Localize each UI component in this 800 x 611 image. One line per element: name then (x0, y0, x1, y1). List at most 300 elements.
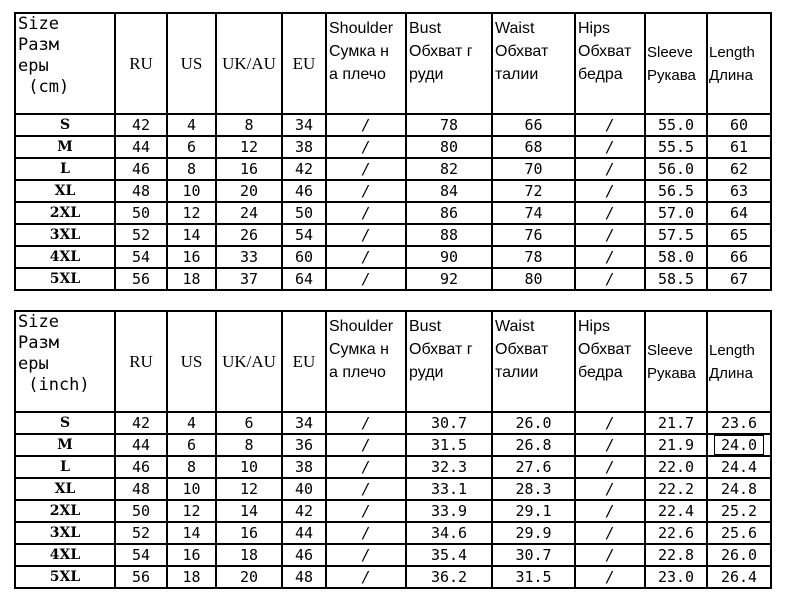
cell-size (15, 246, 115, 268)
cell-hips-value: / (605, 568, 615, 586)
cell-bust-value: 32.3 (430, 458, 468, 476)
cell-eu-value: 36 (294, 436, 314, 454)
cell-ukau-value: 8 (244, 116, 254, 134)
cell-shoulder-value: / (361, 414, 371, 432)
cell-size (15, 522, 115, 544)
cell-hips (575, 224, 645, 246)
cell-us-value: 4 (186, 414, 197, 432)
cell-ukau-value: 12 (239, 480, 259, 498)
cell-length (707, 246, 771, 268)
cell-hips-value: / (605, 204, 615, 222)
cell-bust-value: 30.7 (430, 414, 468, 432)
header-shoulder: Shoulder Сумка н а плечо (326, 311, 406, 412)
cell-shoulder-value: / (361, 116, 371, 134)
cell-size (15, 158, 115, 180)
header-size-inch: Size Разм еры (inch) (15, 311, 115, 412)
cell-waist (492, 246, 575, 268)
cell-ukau-value: 16 (239, 524, 259, 542)
cell-length (707, 158, 771, 180)
cell-ru-value: 54 (131, 248, 151, 266)
cell-size-value: 5XL (49, 569, 81, 585)
table-row (15, 136, 771, 158)
cell-length-value: 26.4 (720, 568, 758, 586)
cell-ukau-value: 24 (239, 204, 259, 222)
header-bust: Bust Обхват г руди (406, 311, 492, 412)
cell-ru (115, 202, 167, 224)
cell-eu-value: 38 (294, 138, 314, 156)
cell-waist-value: 26.8 (515, 436, 552, 454)
cell-ukau (216, 180, 282, 202)
cell-length-value: 23.6 (720, 414, 758, 432)
cell-eu-value: 64 (294, 270, 314, 288)
cell-length-value: 63 (729, 182, 749, 200)
cell-sleeve-value: 55.0 (657, 116, 695, 134)
cell-sleeve-value: 21.9 (657, 436, 695, 454)
cell-size-value: 2XL (49, 503, 81, 519)
cell-ru-value: 48 (131, 182, 151, 200)
cell-size-value: M (57, 437, 73, 453)
cell-sleeve-value: 58.5 (657, 270, 695, 288)
header-ru: RU (115, 311, 167, 412)
cell-ru-value: 42 (131, 116, 151, 134)
header-length: Length Длина (707, 311, 771, 412)
cell-waist (492, 566, 575, 588)
cell-size (15, 478, 115, 500)
table-row (15, 478, 771, 500)
header-us: US (167, 311, 216, 412)
cell-ru (115, 544, 167, 566)
cell-us-value: 10 (182, 182, 201, 200)
cell-bust-value: 33.1 (430, 480, 468, 498)
cell-length-value: 62 (729, 160, 749, 178)
cell-sleeve (645, 522, 707, 544)
cell-shoulder (326, 136, 406, 158)
cell-ru-value: 52 (131, 524, 151, 542)
cell-bust-value: 78 (439, 116, 459, 134)
table-row (15, 544, 771, 566)
cell-eu (282, 522, 326, 544)
cell-hips-value: / (605, 436, 615, 454)
cell-shoulder-value: / (361, 226, 371, 244)
cell-size (15, 202, 115, 224)
cell-ukau (216, 224, 282, 246)
cell-eu (282, 158, 326, 180)
cell-ukau-value: 26 (239, 226, 259, 244)
cell-ukau (216, 522, 282, 544)
cell-eu (282, 434, 326, 456)
cell-eu-value: 54 (294, 226, 314, 244)
cell-sleeve-value: 22.2 (657, 480, 695, 498)
cell-bust (406, 456, 492, 478)
cell-hips (575, 522, 645, 544)
cell-ru (115, 136, 167, 158)
cell-ru-value: 42 (131, 414, 151, 432)
cell-ukau (216, 478, 282, 500)
cell-shoulder (326, 202, 406, 224)
cell-eu (282, 544, 326, 566)
cell-length (707, 478, 771, 500)
cell-us-value: 8 (186, 160, 197, 178)
cell-eu-value: 42 (294, 160, 314, 178)
table-row (15, 180, 771, 202)
cell-eu-value: 60 (294, 248, 314, 266)
cell-length-value: 24.8 (720, 480, 758, 498)
header-sleeve: Sleeve Рукава (645, 13, 707, 114)
cell-ukau-value: 37 (239, 270, 259, 288)
cell-us (167, 180, 216, 202)
cell-size (15, 180, 115, 202)
cell-size (15, 566, 115, 588)
header-ru: RU (115, 13, 167, 114)
cell-waist-value: 72 (524, 182, 543, 200)
cell-waist (492, 544, 575, 566)
cell-ukau (216, 268, 282, 290)
cell-ukau-value: 16 (239, 160, 259, 178)
cell-shoulder (326, 268, 406, 290)
cell-eu (282, 246, 326, 268)
cell-sleeve (645, 412, 707, 434)
cell-length (707, 224, 771, 246)
cell-length (707, 136, 771, 158)
cell-us-value: 6 (186, 138, 197, 156)
cell-us (167, 202, 216, 224)
cell-length-value: 26.0 (720, 546, 758, 564)
cell-length-value: 65 (729, 226, 749, 244)
cell-shoulder (326, 180, 406, 202)
cell-ukau-value: 6 (244, 414, 254, 432)
cell-ukau-value: 18 (239, 546, 259, 564)
cell-size (15, 268, 115, 290)
cell-waist (492, 478, 575, 500)
cell-us-value: 12 (182, 502, 201, 520)
cell-eu (282, 224, 326, 246)
cell-eu (282, 136, 326, 158)
cell-eu (282, 566, 326, 588)
header-ukau: UK/AU (216, 13, 282, 114)
header-waist: Waist Обхват талии (492, 13, 575, 114)
cell-bust (406, 202, 492, 224)
cell-size-value: S (59, 415, 71, 431)
table-row (15, 246, 771, 268)
cell-us (167, 158, 216, 180)
cell-size-value: XL (54, 183, 76, 199)
cell-hips-value: / (605, 524, 615, 542)
cell-us-value: 8 (186, 458, 197, 476)
cell-eu (282, 202, 326, 224)
cell-waist (492, 180, 575, 202)
cell-length (707, 202, 771, 224)
cell-sleeve (645, 246, 707, 268)
cell-sleeve-value: 22.0 (657, 458, 695, 476)
cell-hips (575, 202, 645, 224)
header-hips: Hips Обхват бедра (575, 13, 645, 114)
cell-sleeve-value: 22.4 (657, 502, 695, 520)
header-eu: EU (282, 311, 326, 412)
header-hips: Hips Обхват бедра (575, 311, 645, 412)
cell-waist-value: 68 (524, 138, 543, 156)
cell-sleeve (645, 202, 707, 224)
cell-waist (492, 136, 575, 158)
cell-sleeve-value: 22.8 (657, 546, 695, 564)
cell-hips (575, 180, 645, 202)
cell-hips-value: / (605, 160, 615, 178)
cell-waist-value: 30.7 (515, 546, 552, 564)
cell-us-value: 12 (182, 204, 201, 222)
cell-length (707, 268, 771, 290)
cell-eu (282, 500, 326, 522)
cell-sleeve (645, 224, 707, 246)
cell-us-value: 10 (182, 480, 201, 498)
cell-ukau (216, 412, 282, 434)
cell-ukau (216, 114, 282, 136)
cell-length-value: 24.0 (714, 435, 764, 455)
cell-ukau-value: 14 (239, 502, 259, 520)
cell-size (15, 114, 115, 136)
cell-eu (282, 456, 326, 478)
cell-ukau (216, 202, 282, 224)
cell-waist (492, 114, 575, 136)
cell-ukau (216, 544, 282, 566)
cell-sleeve (645, 500, 707, 522)
cell-us (167, 224, 216, 246)
cell-length (707, 434, 771, 456)
cell-us-value: 4 (186, 116, 197, 134)
cell-shoulder-value: / (361, 546, 371, 564)
cell-eu-value: 44 (294, 524, 314, 542)
cell-bust (406, 114, 492, 136)
cell-bust-value: 84 (439, 182, 459, 200)
cell-bust (406, 544, 492, 566)
cell-waist (492, 412, 575, 434)
cell-ru (115, 246, 167, 268)
cell-sleeve (645, 434, 707, 456)
cell-hips-value: / (605, 414, 615, 432)
cell-size (15, 500, 115, 522)
cell-hips-value: / (605, 116, 615, 134)
cell-hips (575, 246, 645, 268)
cell-ukau (216, 566, 282, 588)
table-row (15, 434, 771, 456)
cell-length (707, 544, 771, 566)
cell-ukau-value: 8 (244, 436, 254, 454)
cell-sleeve-value: 56.5 (657, 182, 695, 200)
cell-ru (115, 412, 167, 434)
cell-bust-value: 33.9 (430, 502, 468, 520)
cell-ru-value: 44 (131, 436, 151, 454)
cell-sleeve-value: 58.0 (657, 248, 695, 266)
cell-shoulder (326, 544, 406, 566)
cell-shoulder-value: / (361, 568, 371, 586)
table-row (15, 224, 771, 246)
cell-length-value: 61 (729, 138, 749, 156)
cell-bust (406, 180, 492, 202)
cell-ru-value: 56 (131, 270, 151, 288)
cell-bust (406, 566, 492, 588)
cell-us-value: 18 (182, 270, 201, 288)
cell-length (707, 566, 771, 588)
cell-sleeve-value: 56.0 (657, 160, 695, 178)
table-row (15, 202, 771, 224)
cell-size-value: 4XL (49, 249, 81, 265)
cell-waist (492, 500, 575, 522)
cell-length (707, 412, 771, 434)
cell-hips-value: / (605, 270, 615, 288)
cell-bust (406, 522, 492, 544)
table-row (15, 566, 771, 588)
cell-hips (575, 114, 645, 136)
cell-us (167, 522, 216, 544)
cell-us-value: 18 (182, 568, 201, 586)
cell-hips-value: / (605, 458, 615, 476)
cell-eu-value: 34 (294, 414, 314, 432)
cell-bust (406, 500, 492, 522)
cell-length (707, 522, 771, 544)
cell-sleeve-value: 57.5 (657, 226, 695, 244)
cell-shoulder (326, 412, 406, 434)
cell-eu-value: 38 (294, 458, 314, 476)
header-size-cm: Size Разм еры (cm) (15, 13, 115, 114)
cell-size-value: 4XL (49, 547, 81, 563)
cell-size-value: 3XL (49, 227, 81, 243)
cell-bust-value: 80 (439, 138, 459, 156)
cell-us (167, 478, 216, 500)
cell-us (167, 114, 216, 136)
cell-size-value: M (57, 139, 73, 155)
header-waist: Waist Обхват талии (492, 311, 575, 412)
cell-waist-value: 80 (524, 270, 543, 288)
cell-shoulder-value: / (361, 160, 371, 178)
header-eu: EU (282, 13, 326, 114)
cell-size (15, 136, 115, 158)
cell-size-value: 3XL (49, 525, 81, 541)
cell-shoulder (326, 246, 406, 268)
cell-shoulder (326, 566, 406, 588)
cell-size (15, 456, 115, 478)
cell-size-value: XL (54, 481, 76, 497)
cell-ru-value: 46 (131, 160, 151, 178)
cell-hips (575, 434, 645, 456)
cell-bust-value: 35.4 (430, 546, 468, 564)
cell-ru (115, 434, 167, 456)
cell-shoulder-value: / (361, 436, 371, 454)
header-ukau: UK/AU (216, 311, 282, 412)
cell-hips (575, 268, 645, 290)
cell-shoulder-value: / (361, 502, 371, 520)
header-us: US (167, 13, 216, 114)
cell-bust-value: 88 (439, 226, 459, 244)
cell-hips (575, 158, 645, 180)
size-chart-cm (14, 12, 772, 291)
cell-sleeve (645, 268, 707, 290)
cell-waist (492, 268, 575, 290)
cell-sleeve (645, 544, 707, 566)
cell-length-value: 24.4 (720, 458, 758, 476)
cell-ukau-value: 20 (239, 568, 259, 586)
table-row (15, 114, 771, 136)
cell-sleeve (645, 180, 707, 202)
cell-bust-value: 82 (439, 160, 459, 178)
cell-ru (115, 478, 167, 500)
cell-size (15, 224, 115, 246)
header-sleeve: Sleeve Рукава (645, 311, 707, 412)
cell-sleeve (645, 478, 707, 500)
cell-sleeve-value: 23.0 (657, 568, 695, 586)
cell-bust (406, 136, 492, 158)
cell-ru-value: 54 (131, 546, 151, 564)
cell-eu (282, 478, 326, 500)
cell-bust (406, 478, 492, 500)
cell-waist-value: 70 (524, 160, 543, 178)
cell-waist-value: 31.5 (515, 568, 552, 586)
cell-hips-value: / (605, 138, 615, 156)
cell-us-value: 14 (182, 524, 201, 542)
cell-ukau-value: 10 (239, 458, 259, 476)
cell-ukau (216, 158, 282, 180)
cell-shoulder-value: / (361, 204, 371, 222)
cell-shoulder (326, 478, 406, 500)
cell-ukau-value: 33 (239, 248, 259, 266)
cell-us (167, 268, 216, 290)
cell-ru (115, 224, 167, 246)
cell-sleeve-value: 57.0 (657, 204, 695, 222)
cell-shoulder-value: / (361, 458, 371, 476)
cell-sleeve-value: 55.5 (657, 138, 695, 156)
cell-ru-value: 52 (131, 226, 151, 244)
cell-sleeve (645, 136, 707, 158)
cell-shoulder-value: / (361, 270, 371, 288)
cell-length (707, 114, 771, 136)
cell-eu-value: 42 (294, 502, 314, 520)
cell-us (167, 136, 216, 158)
table-row (15, 522, 771, 544)
table-row (15, 158, 771, 180)
cell-eu-value: 34 (294, 116, 314, 134)
cell-waist-value: 29.9 (515, 524, 552, 542)
cell-waist (492, 456, 575, 478)
cell-bust (406, 434, 492, 456)
cell-length (707, 500, 771, 522)
cell-ru (115, 566, 167, 588)
cell-eu-value: 40 (294, 480, 314, 498)
cell-waist (492, 522, 575, 544)
cell-length (707, 180, 771, 202)
cell-eu (282, 268, 326, 290)
cell-ukau (216, 136, 282, 158)
cell-length-value: 67 (729, 270, 749, 288)
cell-ru (115, 522, 167, 544)
cell-ru-value: 48 (131, 480, 151, 498)
cell-sleeve (645, 566, 707, 588)
cell-eu-value: 46 (294, 546, 314, 564)
cell-size-value: L (60, 459, 70, 475)
cell-size (15, 544, 115, 566)
cell-hips (575, 478, 645, 500)
cell-us-value: 14 (182, 226, 201, 244)
cell-shoulder (326, 500, 406, 522)
cell-eu (282, 180, 326, 202)
cell-us (167, 456, 216, 478)
cell-shoulder (326, 158, 406, 180)
cell-bust-value: 34.6 (430, 524, 468, 542)
cell-size-value: S (59, 117, 71, 133)
cell-eu (282, 114, 326, 136)
cell-shoulder (326, 224, 406, 246)
cell-waist (492, 202, 575, 224)
cell-shoulder-value: / (361, 248, 371, 266)
cell-us (167, 412, 216, 434)
cell-hips (575, 566, 645, 588)
cell-bust (406, 224, 492, 246)
